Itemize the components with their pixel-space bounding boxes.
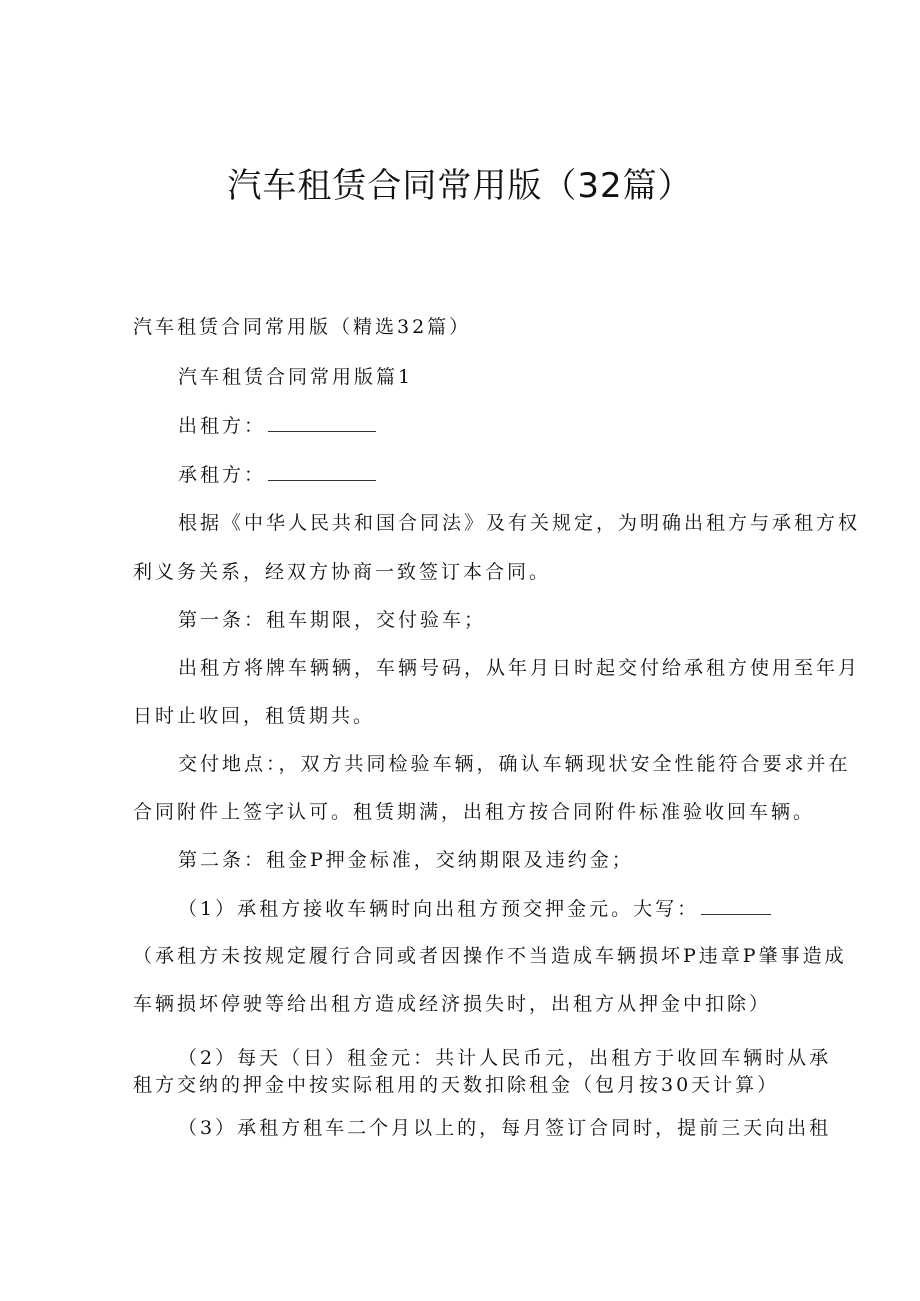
document-title: 汽车租赁合同常用版（32篇）: [227, 166, 693, 206]
lessor-field: [178, 411, 376, 438]
paragraph-line: （3）承租方租车二个月以上的，每月签订合同时，提前三天向出租: [178, 1117, 832, 1139]
lessee-label: 承租方：: [178, 464, 267, 486]
paragraph-line: （2）每天（日）租金元：共计人民币元，出租方于收回车辆时从承: [178, 1047, 832, 1069]
section-heading: 汽车租赁合同常用版篇1: [178, 366, 414, 388]
deposit-label: （1）承租方接收车辆时向出租方预交押金元。大写：: [178, 898, 700, 920]
paragraph-line: 交付地点：，双方共同检验车辆，确认车辆现状安全性能符合要求并在: [178, 753, 851, 775]
paragraph-line: （承租方未按规定履行合同或者因操作不当造成车辆损坏P违章P肇事造成: [133, 945, 847, 967]
paragraph-line: 车辆损坏停驶等给出租方造成经济损失时，出租方从押金中扣除）: [133, 993, 772, 1015]
lessee-field: [178, 460, 376, 487]
deposit-field: [178, 894, 771, 921]
lessor-blank: [268, 430, 376, 432]
clause-heading: 第二条：租金P押金标准，交纳期限及违约金；: [178, 849, 634, 871]
paragraph-line: 根据《中华人民共和国合同法》及有关规定，为明确出租方与承租方权: [178, 512, 861, 534]
subtitle-line: 汽车租赁合同常用版（精选32篇）: [133, 316, 472, 338]
deposit-blank: [701, 913, 771, 915]
paragraph-line: 租方交纳的押金中按实际租用的天数扣除租金（包月按30天计算）: [133, 1074, 780, 1096]
paragraph-line: 日时止收回，租赁期共。: [133, 705, 376, 727]
paragraph-line: 出租方将牌车辆辆，车辆号码，从年月日时起交付给承租方使用至年月: [178, 657, 861, 679]
lessor-label: 出租方：: [178, 415, 267, 437]
clause-heading: 第一条：租车期限，交付验车；: [178, 609, 487, 631]
lessee-blank: [268, 479, 376, 481]
paragraph-line: 合同附件上签字认可。租赁期满，出租方按合同附件标准验收回车辆。: [133, 801, 816, 823]
paragraph-line: 利义务关系，经双方协商一致签订本合同。: [133, 561, 552, 583]
